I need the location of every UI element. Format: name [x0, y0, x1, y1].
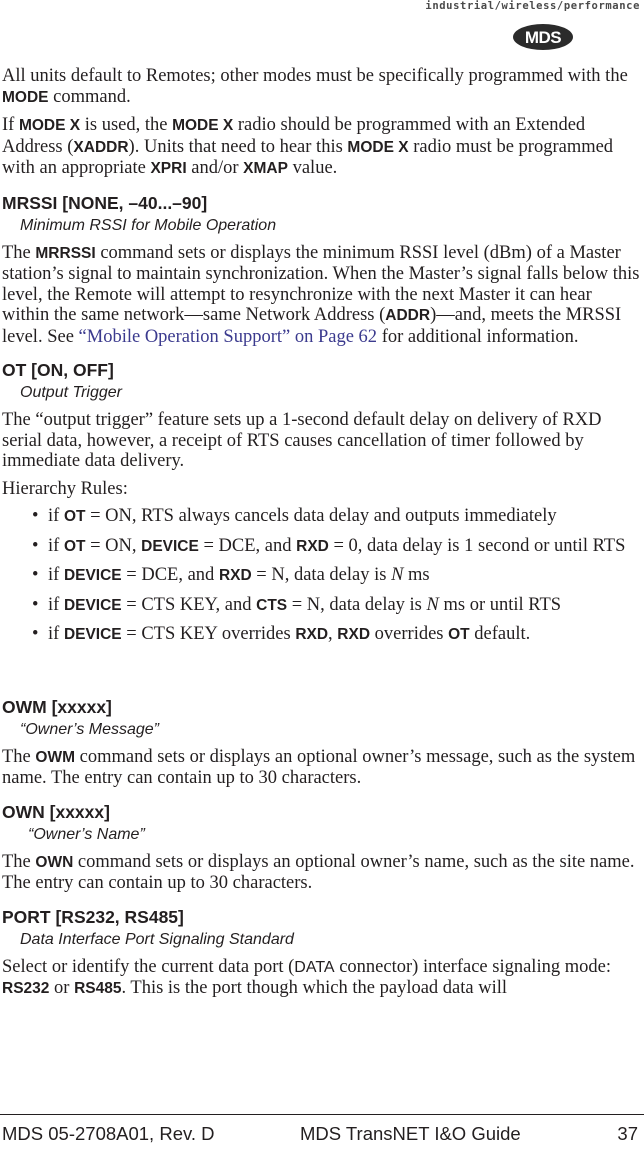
footer-title: MDS TransNET I&O Guide: [300, 1123, 521, 1144]
page-footer: [0, 1114, 644, 1144]
hierarchy-rules-label: Hierarchy Rules:: [2, 478, 128, 499]
mrssi-subtitle: Minimum RSSI for Mobile Operation: [20, 216, 277, 234]
port-subtitle: Data Interface Port Signaling Standard: [20, 930, 294, 948]
ot-subtitle: Output Trigger: [20, 384, 122, 401]
owm-body: The OWM command sets or displays an optional owner’s message, such as the system name. The entry can contain up to 30 characters.: [2, 746, 636, 788]
owm-subtitle: “Owner’s Message”: [20, 720, 160, 738]
port-body: Select or identify the current data port (DATA connector) interface signaling mode: RS232 or RS485. This is the port though which the payload data will: [2, 956, 611, 998]
intro-paragraph-2: If MODE X is used, the MODE X radio should be programmed with an Extended Address (XADDR). Units that need to hear this MODE X radio must be programmed with an appropriate XPRI and/or XMAP value.: [2, 115, 614, 178]
mds-logo: [512, 22, 574, 52]
bullet-icon: •: [32, 594, 39, 615]
list-item: • if DEVICE = DCE, and RXD = N, data delay is N ms: [32, 565, 430, 585]
header-tagline: industrial/wireless/performance: [425, 0, 640, 12]
mrssi-heading: MRSSI [NONE, –40...–90]: [2, 192, 208, 213]
mrssi-body: The MRRSSI command sets or displays the minimum RSSI level (dBm) of a Master station’s signal to maintain synchronization. When the Master’s signal falls below this level, the Remote will attempt to resynchronize with the next Master it can hear within the same network—same Network Address (ADDR)—and, meets the MRSSI level. See “Mobile Operation Support” on Page 62 for additional information.: [2, 242, 640, 347]
footer-page-number: 37: [617, 1123, 638, 1144]
footer-doc-id: MDS 05-2708A01, Rev. D: [2, 1123, 215, 1144]
ot-body: The “output trigger” feature sets up a 1-second default delay on delivery of RXD serial data, however, a receipt of RTS causes cancellation of timer followed by immediate data delivery.: [2, 410, 602, 471]
own-subtitle: “Owner’s Name”: [28, 825, 145, 843]
list-item: • if DEVICE = CTS KEY, and CTS = N, data delay is N ms or until RTS: [32, 594, 562, 615]
ot-heading: OT [ON, OFF]: [2, 360, 114, 380]
mobile-operation-link[interactable]: “Mobile Operation Support” on Page 62: [78, 326, 378, 347]
owm-heading: OWM [xxxxx]: [2, 696, 112, 717]
bullet-icon: •: [32, 565, 39, 585]
bullet-icon: •: [32, 624, 39, 644]
bullet-icon: •: [32, 506, 39, 526]
logo-text: MDS: [524, 28, 562, 47]
intro-paragraph-1: All units default to Remotes; other modes must be specifically programmed with the MODE command.: [2, 66, 628, 107]
hierarchy-rules-list: [2, 506, 640, 646]
page-content: [2, 66, 640, 1007]
own-heading: OWN [xxxxx]: [2, 801, 110, 822]
list-item: • if DEVICE = CTS KEY overrides RXD, RXD overrides OT default.: [32, 624, 531, 644]
port-heading: PORT [RS232, RS485]: [2, 906, 184, 927]
bullet-icon: •: [32, 535, 39, 556]
own-body: The OWN command sets or displays an optional owner’s name, such as the site name. The entry can contain up to 30 characters.: [2, 851, 635, 893]
list-item: • if OT = ON, DEVICE = DCE, and RXD = 0, data delay is 1 second or until RTS: [32, 535, 626, 556]
mode-command: MODE: [2, 88, 49, 106]
list-item: • if OT = ON, RTS always cancels data delay and outputs immediately: [32, 506, 557, 526]
